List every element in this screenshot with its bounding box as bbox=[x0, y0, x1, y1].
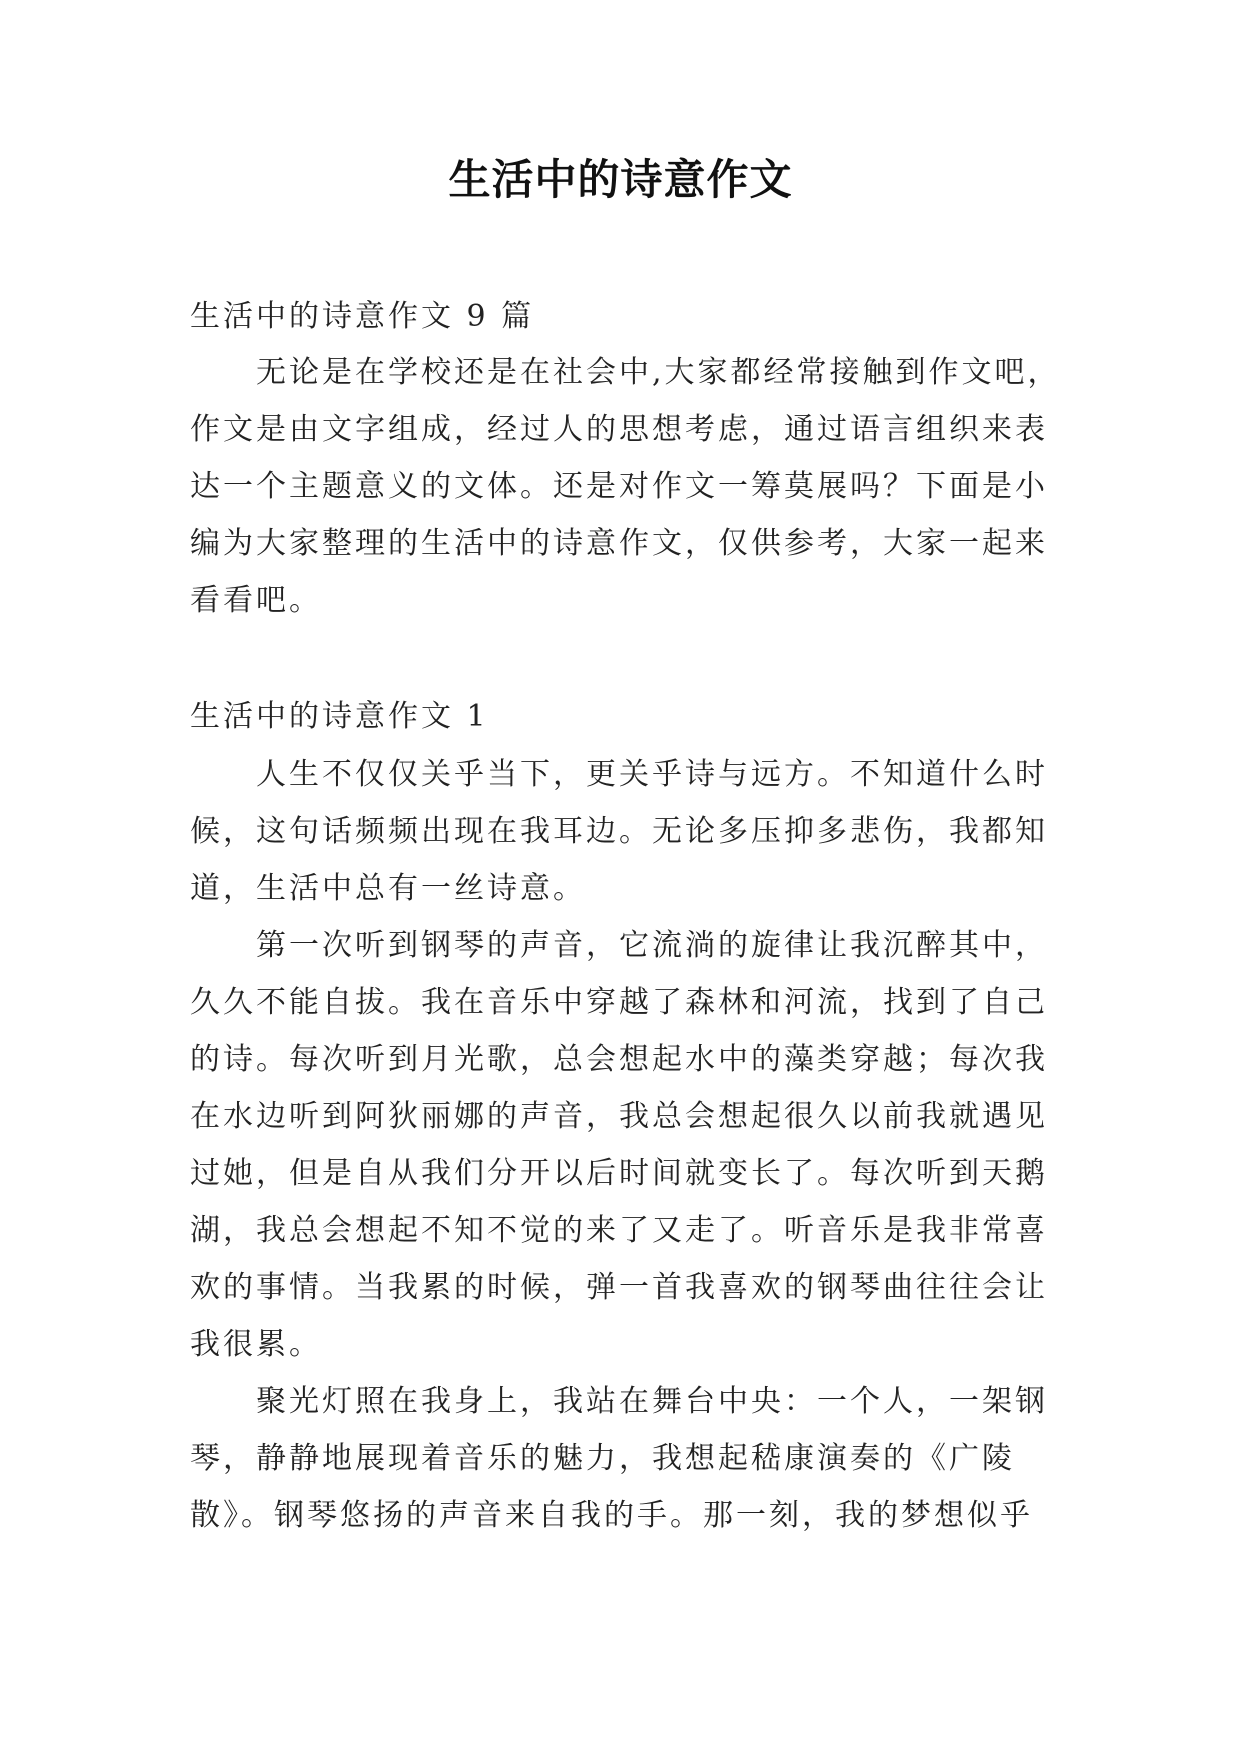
body-line-13: 琴，静静地展现着音乐的魅力，我想起嵇康演奏的《广陵 bbox=[190, 1441, 1015, 1476]
body-line-10: 欢的事情。当我累的时候，弹一首我喜欢的钢琴曲往往会让 bbox=[190, 1270, 1048, 1305]
body-line-5: 久久不能自拔。我在音乐中穿越了森林和河流，找到了自己 bbox=[190, 985, 1048, 1020]
intro-line-1: 无论是在学校还是在社会中,大家都经常接触到作文吧， bbox=[256, 355, 1061, 390]
intro-line-5: 看看吧。 bbox=[190, 583, 322, 618]
body-line-9: 湖，我总会想起不知不觉的来了又走了。听音乐是我非常喜 bbox=[190, 1213, 1048, 1248]
intro-line-2: 作文是由文字组成，经过人的思想考虑，通过语言组织来表 bbox=[190, 412, 1048, 447]
intro-line-4: 编为大家整理的生活中的诗意作文，仅供参考，大家一起来 bbox=[190, 526, 1048, 561]
body-line-4: 第一次听到钢琴的声音，它流淌的旋律让我沉醉其中， bbox=[256, 928, 1048, 963]
body-line-12: 聚光灯照在我身上，我站在舞台中央：一个人，一架钢 bbox=[256, 1384, 1048, 1419]
body-line-14: 散》。钢琴悠扬的声音来自我的手。那一刻，我的梦想似乎 bbox=[190, 1498, 1033, 1533]
document-title: 生活中的诗意作文 bbox=[448, 155, 793, 204]
body-line-6: 的诗。每次听到月光歌，总会想起水中的藻类穿越；每次我 bbox=[190, 1042, 1048, 1077]
body-line-8: 过她，但是自从我们分开以后时间就变长了。每次听到天鹅 bbox=[190, 1156, 1048, 1191]
body-line-11: 我很累。 bbox=[190, 1327, 322, 1362]
body-line-3: 道，生活中总有一丝诗意。 bbox=[190, 871, 586, 906]
section-heading-1: 生活中的诗意作文 1 bbox=[190, 699, 489, 734]
body-line-7: 在水边听到阿狄丽娜的声音，我总会想起很久以前我就遇见 bbox=[190, 1099, 1048, 1134]
subtitle-line: 生活中的诗意作文 9 篇 bbox=[190, 299, 535, 334]
body-line-2: 候，这句话频频出现在我耳边。无论多压抑多悲伤，我都知 bbox=[190, 814, 1048, 849]
intro-line-3: 达一个主题意义的文体。还是对作文一筹莫展吗？下面是小 bbox=[190, 469, 1048, 504]
body-line-1: 人生不仅仅关乎当下，更关乎诗与远方。不知道什么时 bbox=[256, 757, 1048, 792]
